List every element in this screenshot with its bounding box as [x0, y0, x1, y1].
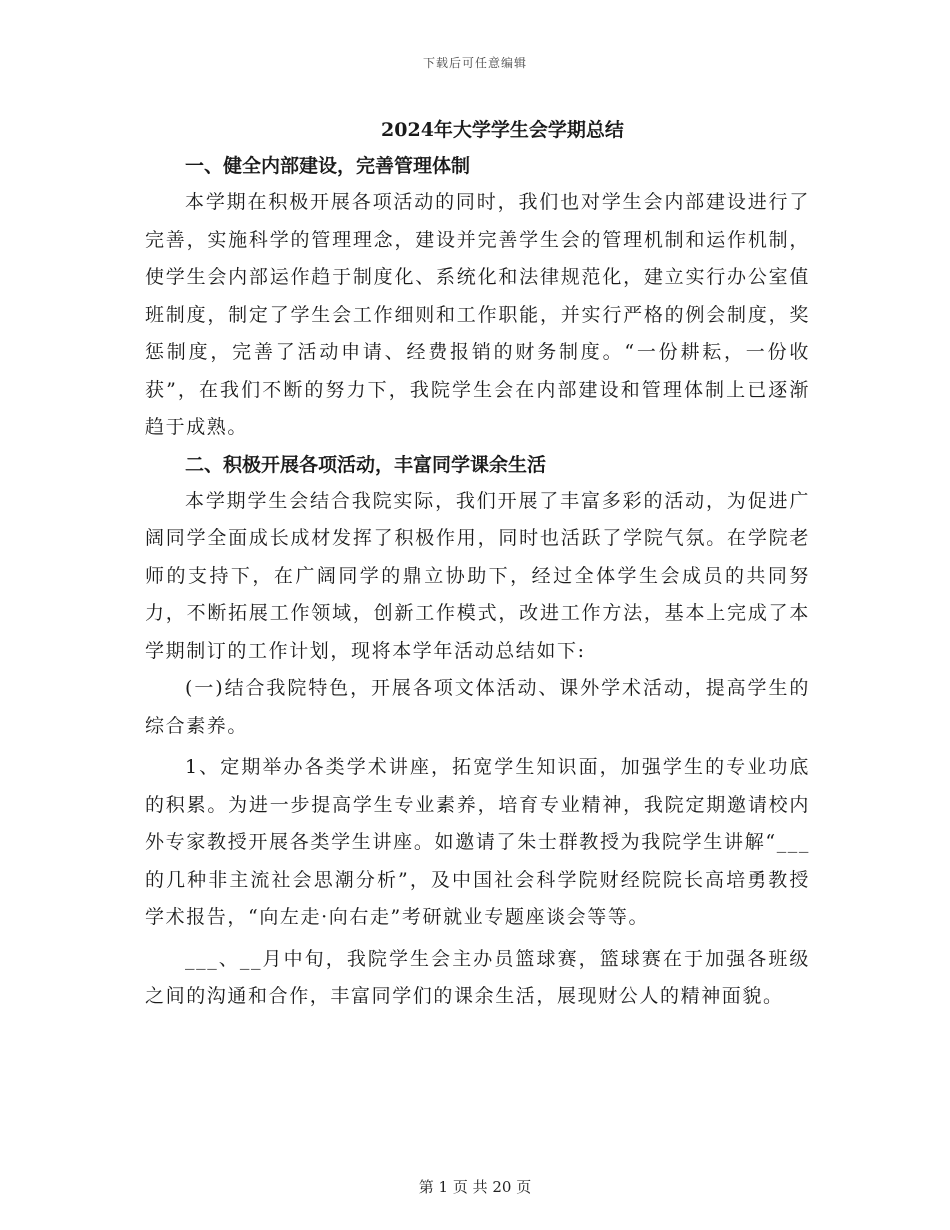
document-body: [145, 112, 810, 1016]
section-2-paragraph-subheading: (一)结合我院特色，开展各项文体活动、课外学术活动，提高学生的综合素养。: [145, 677, 810, 737]
section-2-paragraph-basketball: ___、__月中旬，我院学生会主办员篮球赛，篮球赛在于加强各班级之间的沟通和合作，丰富同学们的课余生活，展现财公人的精神面貌。: [145, 947, 810, 1007]
section-1-paragraph: 本学期在积极开展各项活动的同时，我们也对学生会内部建设进行了完善，实施科学的管理理念，建设并完善学生会的管理机制和运作机制，使学生会内部运作趋于制度化、系统化和法律规范化，建立实行办公室值班制度，制定了学生会工作细则和工作职能，并实行严格的例会制度，奖惩制度，完善了活动申请、经费报销的财务制度。“一份耕耘，一份收获”，在我们不断的努力下，我院学生会在内部建设和管理体制上已逐渐趋于成熟。: [145, 191, 810, 438]
section-2-paragraph-intro: 本学期学生会结合我院实际，我们开展了丰富多彩的活动，为促进广阔同学全面成长成材发挥了积极作用，同时也活跃了学院气氛。在学院老师的支持下，在广阔同学的鼎立协助下，经过全体学生会成员的共同努力，不断拓展工作领域，创新工作模式，改进工作方法，基本上完成了本学期制订的工作计划，现将本学年活动总结如下:: [145, 489, 810, 662]
header-note: 下载后可任意编辑: [422, 56, 527, 70]
document-title: 2024年大学学生会学期总结: [381, 119, 624, 141]
section-2-paragraph-lectures: 1、定期举办各类学术讲座，拓宽学生知识面，加强学生的专业功底的积累。为进一步提高学生专业素养，培育专业精神，我院定期邀请校内外专家教授开展各类学生讲座。如邀请了朱士群教授为我院学生讲解“___的几种非主流社会思潮分析”，及中国社会科学院财经院院长高培勇教授学术报告，“向左走·向右走”考研就业专题座谈会等等。: [145, 756, 810, 928]
section-2-heading: 二、积极开展各项活动，丰富同学课余生活: [185, 453, 547, 476]
page-number: 第 1 页 共 20 页: [418, 1178, 532, 1196]
section-1-heading: 一、健全内部建设，完善管理体制: [185, 155, 471, 177]
